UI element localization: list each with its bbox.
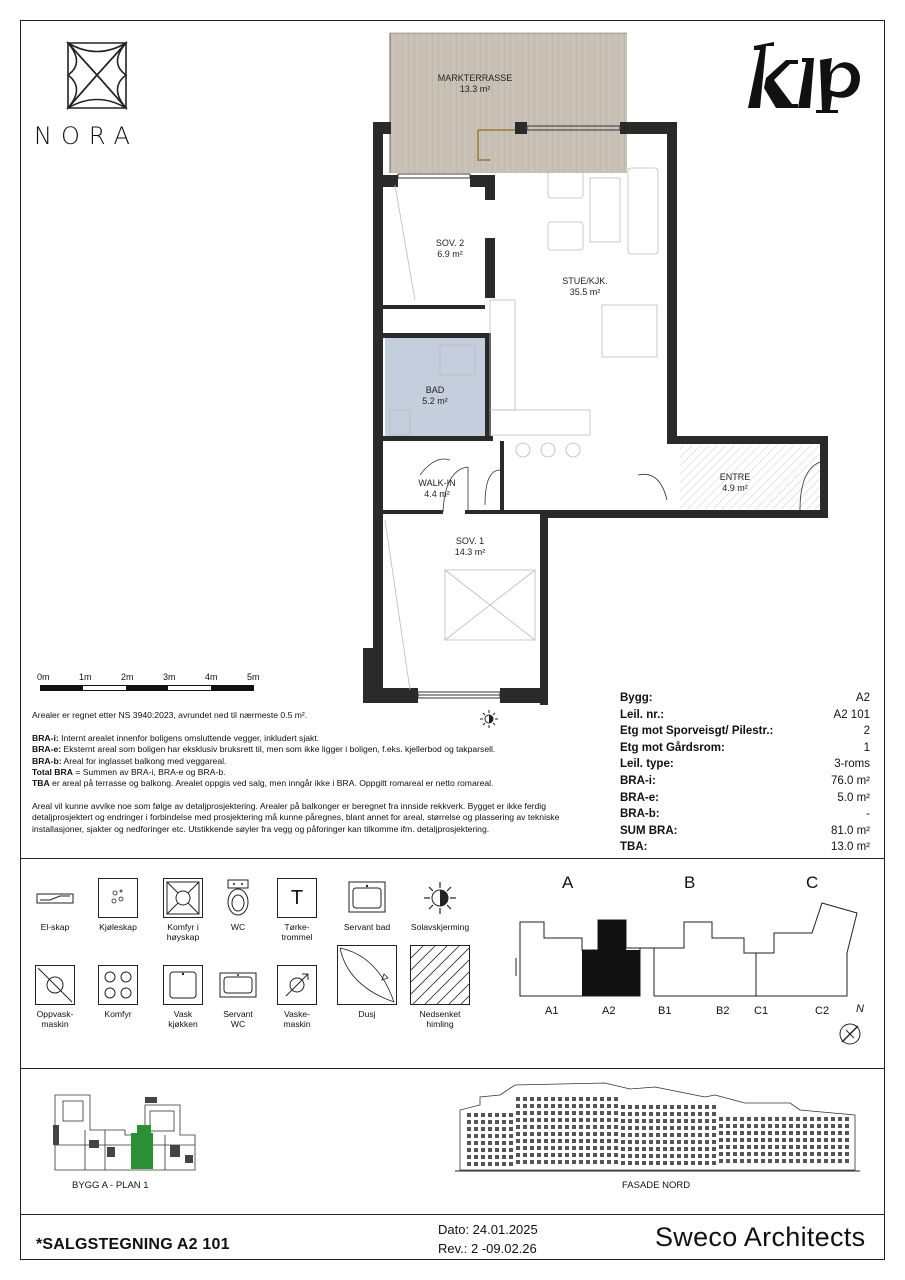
facade-thumbnail-caption: FASADE NORD: [622, 1180, 691, 1191]
scale-label: 4m: [205, 672, 218, 682]
legend-caption: maskin: [41, 1019, 69, 1029]
legend-komfyr: [83, 965, 153, 1019]
info-value: 3-roms: [834, 758, 870, 771]
info-value: -: [866, 808, 870, 821]
room-label-sov2: [415, 238, 485, 260]
tba-text: er areal på terrasse og balkong. Arealet oppgis ved salg, men inngår ikke i BRA. Oppgitt romareal er netto romareal.: [49, 778, 494, 789]
tba-label: TBA: [32, 778, 50, 789]
shower-icon: [338, 946, 396, 1004]
legend-caption: Servant: [223, 1009, 253, 1019]
legend-kjoleskap: [83, 878, 153, 932]
legend-caption: himling: [426, 1019, 454, 1029]
legend-nedsenket-himling: [405, 945, 475, 1029]
scale-label: 3m: [163, 672, 176, 682]
floor-plan: [350, 30, 840, 730]
stove-icon: [99, 966, 137, 1004]
bra-e-label: BRA-e:: [32, 744, 62, 755]
info-row: [620, 823, 870, 840]
legend-caption: Komfyr i: [167, 922, 199, 932]
info-value: 13.0 m²: [831, 841, 870, 854]
info-label: Leil. nr.:: [620, 708, 665, 721]
info-row: [620, 723, 870, 740]
room-name: STUE/KJK.: [562, 276, 608, 286]
legend-caption: El-skap: [40, 922, 70, 932]
room-area: 6.9 m²: [437, 249, 463, 259]
toilet-icon: [218, 878, 258, 918]
area-notes: [32, 710, 597, 835]
legend-elskap: [20, 878, 90, 932]
keyplan-label-b2: B2: [716, 1005, 730, 1017]
lowered-ceiling-icon: [411, 946, 469, 1004]
info-row: [620, 690, 870, 707]
keyplan-label-c: C: [806, 873, 819, 892]
legend-caption: høyskap: [166, 932, 200, 942]
legend-caption: Tørke-: [284, 922, 310, 932]
info-value: 5.0 m²: [837, 791, 870, 804]
notes-line1: Arealer er regnet etter NS 3940:2023, avrundet ned til nærmeste 0.5 m².: [32, 710, 308, 720]
info-row: [620, 773, 870, 790]
keyplan-label-b1: B1: [658, 1005, 672, 1017]
legend-caption: Dusj: [358, 1009, 376, 1019]
washer-icon: [278, 966, 316, 1004]
legend-oppvaskmaskin: [20, 965, 90, 1029]
info-row: [620, 790, 870, 807]
room-area: 4.4 m²: [424, 489, 450, 499]
bra-e-text: Eksternt areal som boligen har eksklusiv bruksrett til, men som ikke ligger i boligen, f.eks. kjellerbod og takparsell.: [61, 744, 496, 755]
legend-caption: trommel: [281, 932, 313, 942]
total-bra-text: = Summen av BRA-i, BRA-e og BRA-b.: [72, 766, 226, 777]
keyplan-outline: [512, 898, 862, 1003]
kitchen-sink-icon: [164, 966, 202, 1004]
room-area: 14.3 m²: [454, 547, 486, 557]
notes-para2: Areal vil kunne avvike noe som følge av detaljprosjektering. Arealer på balkonger er beregnet fra innside rekkverk. Bygget er ikke ferdig detaljprosjektert og endringer i forbindelse med prosjektering må kunne påregnes, blant annet for areal, størrelse og plassering av tekniske installasjoner, sjakter og nedforinger etc. Utstikkende søyler fra vegg og påforinger kan tilkomme ifm. detaljprosjektering.: [32, 801, 560, 834]
facade-thumbnail: [455, 1075, 860, 1175]
drawing-title: *SALGSTEGNING A2 101: [36, 1236, 230, 1253]
divider-2: [20, 1068, 885, 1069]
plan-thumbnail-caption: BYGG A - PLAN 1: [72, 1180, 149, 1191]
room-label-bad: [405, 385, 465, 407]
info-value: A2: [855, 692, 870, 704]
divider-1: [20, 858, 885, 859]
divider-3: [20, 1214, 885, 1215]
info-row: [620, 839, 870, 856]
info-label: Bygg:: [620, 692, 653, 704]
legend-vaskemaskin: [262, 965, 332, 1029]
room-area: 5.2 m²: [422, 396, 448, 406]
sun-shade-icon: [420, 878, 460, 918]
legend-caption: Kjøleskap: [99, 922, 137, 932]
info-label: SUM BRA:: [620, 824, 678, 837]
el-skap-icon: [35, 878, 75, 918]
room-label-sov1: [430, 536, 510, 558]
info-label: BRA-e:: [620, 791, 659, 804]
bra-i-text: Internt arealet innenfor boligens omsluttende vegger, inkludert sjakt.: [58, 733, 320, 744]
building-plan-thumbnail: [45, 1085, 210, 1175]
room-label-terrace: [420, 73, 530, 95]
info-label: Etg mot Sporveisgt/ Pilestr.:: [620, 725, 774, 738]
room-name: MARKTERRASSE: [437, 73, 513, 83]
legend-dusj: [332, 945, 402, 1019]
room-label-walkin: [402, 478, 472, 500]
architect-firm: Sweco Architects: [655, 1222, 866, 1252]
dryer-icon: T: [290, 887, 304, 909]
keyplan-label-a2: A2: [602, 1005, 616, 1017]
north-label: N: [856, 1003, 864, 1015]
total-bra-label: Total BRA: [32, 766, 73, 777]
legend-caption: Oppvask-: [36, 1009, 74, 1019]
north-arrow-icon: [838, 1016, 866, 1048]
room-name: ENTRE: [719, 472, 751, 482]
room-label-stue: [545, 276, 625, 298]
room-label-entre: [705, 472, 765, 494]
keyplan-label-c2: C2: [815, 1005, 830, 1017]
info-row: [620, 756, 870, 773]
info-label: Etg mot Gårdsrom:: [620, 741, 725, 754]
unit-info-table: [620, 690, 870, 856]
info-label: BRA-i:: [620, 774, 656, 787]
keyplan-label-c1: C1: [754, 1005, 769, 1017]
info-value: A2 101: [833, 708, 870, 721]
info-label: BRA-b:: [620, 808, 660, 821]
info-label: TBA:: [620, 841, 648, 854]
legend-caption: WC: [230, 922, 246, 932]
info-row: [620, 707, 870, 724]
keyplan-label-b: B: [684, 873, 696, 892]
legend-caption: WC: [230, 1019, 246, 1029]
nora-emblem-icon: [30, 38, 165, 113]
info-value: 81.0 m²: [831, 824, 870, 837]
nora-wordmark: NORA: [34, 122, 139, 150]
dishwasher-icon: [36, 966, 74, 1004]
room-name: WALK-IN: [418, 478, 456, 488]
room-area: 13.3 m²: [459, 84, 491, 94]
room-name: BAD: [425, 385, 445, 395]
scale-label: 1m: [79, 672, 92, 682]
keyplan-label-a1: A1: [545, 1005, 559, 1017]
scale-label: 0m: [37, 672, 50, 682]
scale-label: 5m: [247, 672, 260, 682]
bra-b-text: Areal for inglasset balkong med veggareal.: [61, 755, 227, 766]
info-value: 76.0 m²: [831, 774, 870, 787]
info-value: 2: [863, 725, 870, 738]
legend-caption: maskin: [283, 1019, 311, 1029]
room-area: 35.5 m²: [569, 287, 601, 297]
bra-b-label: BRA-b:: [32, 755, 62, 766]
room-name: SOV. 2: [435, 238, 465, 248]
legend-torketrommel: [262, 878, 332, 942]
scale-label: 2m: [121, 672, 134, 682]
legend-caption: Solavskjerming: [410, 922, 470, 932]
legend-caption: Servant bad: [343, 922, 391, 932]
nora-logo: [30, 38, 165, 148]
legend-solavskjerming: [405, 878, 475, 932]
room-name: SOV. 1: [455, 536, 485, 546]
oven-icon: [164, 879, 202, 917]
legend-caption: Komfyr: [104, 1009, 132, 1019]
sink-wc-icon: [218, 965, 258, 1005]
fridge-icon: [99, 879, 137, 917]
sink-bath-icon: [347, 878, 387, 918]
info-row: [620, 806, 870, 823]
info-row: [620, 740, 870, 757]
legend-servant-bad: [332, 878, 402, 932]
bra-i-label: BRA-i:: [32, 733, 59, 744]
legend-caption: Nedsenket: [419, 1009, 461, 1019]
drawing-revision: Rev.: 2 -09.02.26: [438, 1241, 537, 1256]
legend-caption: Vaske-: [283, 1009, 311, 1019]
legend-caption: kjøkken: [168, 1019, 198, 1029]
info-value: 1: [863, 741, 870, 754]
room-area: 4.9 m²: [722, 483, 748, 493]
info-label: Leil. type:: [620, 758, 674, 771]
keyplan-label-a: A: [562, 873, 574, 892]
legend-caption: Vask: [173, 1009, 193, 1019]
drawing-date: Dato: 24.01.2025: [438, 1222, 538, 1237]
revision-block: [438, 1220, 538, 1258]
